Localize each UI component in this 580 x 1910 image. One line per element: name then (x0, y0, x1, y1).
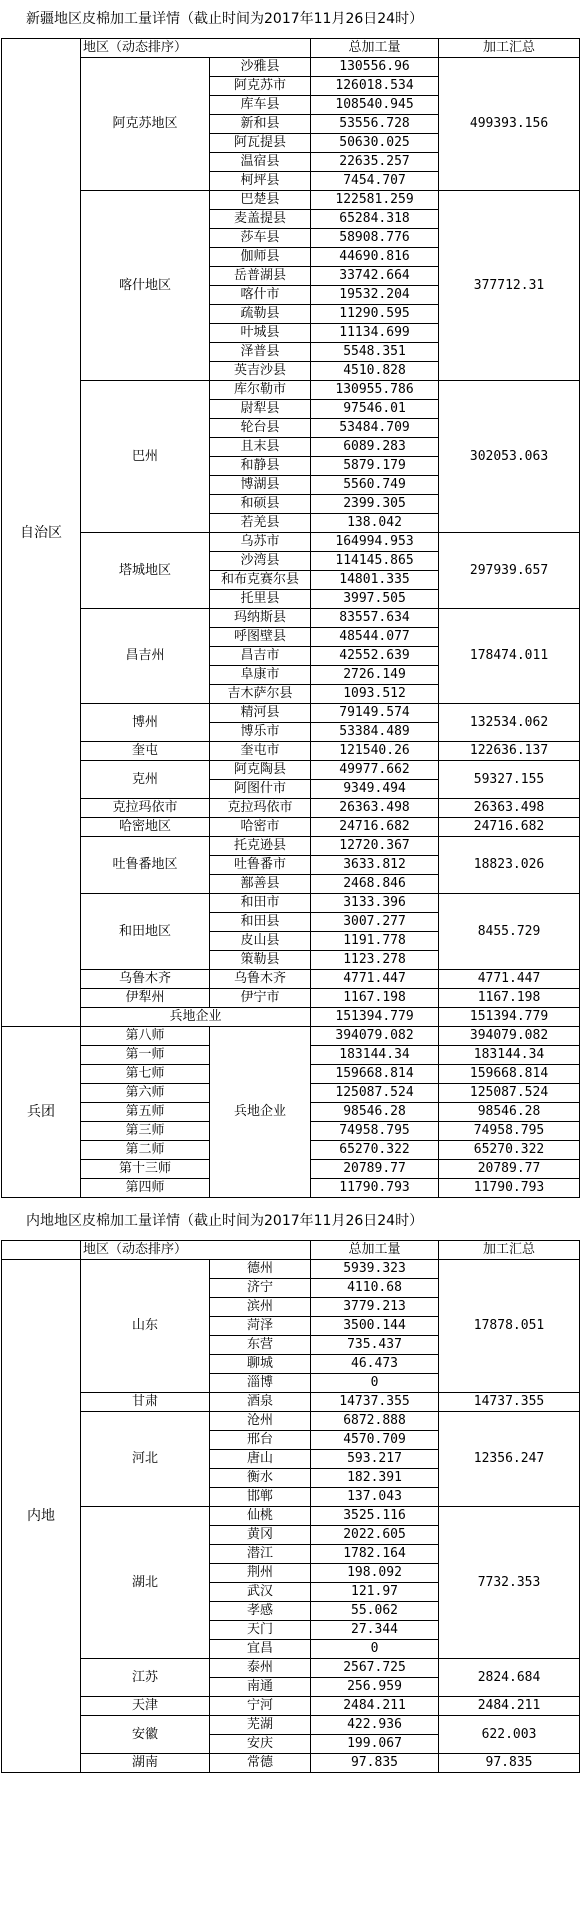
region-name: 吐鲁番地区 (81, 837, 210, 894)
county-name: 东营 (210, 1336, 311, 1355)
table-row (2, 761, 580, 780)
region-sum: 1167.198 (439, 989, 580, 1008)
county-name: 伽师县 (210, 248, 311, 267)
group-label: 自治区 (2, 39, 81, 1027)
total-value: 3133.396 (311, 894, 439, 913)
region-name: 巴州 (81, 381, 210, 533)
county-name: 尉犁县 (210, 400, 311, 419)
region-name: 湖南 (81, 1754, 210, 1773)
table-row (2, 1659, 580, 1678)
county-name: 仙桃 (210, 1507, 311, 1526)
table-row (2, 799, 580, 818)
county-name: 沙雅县 (210, 58, 311, 77)
division-name: 第八师 (81, 1027, 210, 1046)
table-row (2, 1008, 580, 1027)
division-name: 第五师 (81, 1103, 210, 1122)
county-name: 和田县 (210, 913, 311, 932)
header-corner (2, 1241, 81, 1260)
county-name: 和布克赛尔县 (210, 571, 311, 590)
total-value: 108540.945 (311, 96, 439, 115)
table-row (2, 1754, 580, 1773)
total-value: 2567.725 (311, 1659, 439, 1678)
header-row (2, 39, 580, 58)
total-value: 24716.682 (311, 818, 439, 837)
county-name: 宜昌 (210, 1640, 311, 1659)
total-value: 121.97 (311, 1583, 439, 1602)
region-sum: 297939.657 (439, 533, 580, 609)
region-sum: 4771.447 (439, 970, 580, 989)
county-name: 若羌县 (210, 514, 311, 533)
total-value: 5879.179 (311, 457, 439, 476)
total-value: 11290.595 (311, 305, 439, 324)
total-value: 3500.144 (311, 1317, 439, 1336)
division-name: 第十三师 (81, 1160, 210, 1179)
county-name: 英吉沙县 (210, 362, 311, 381)
region-sum: 622.003 (439, 1716, 580, 1754)
region-name: 昌吉州 (81, 609, 210, 704)
county-name: 鄯善县 (210, 875, 311, 894)
division-name: 第一师 (81, 1046, 210, 1065)
region-sum: 7732.353 (439, 1507, 580, 1659)
county-name: 新和县 (210, 115, 311, 134)
county-name: 乌鲁木齐 (210, 970, 311, 989)
total-value: 122581.259 (311, 191, 439, 210)
total-value: 4510.828 (311, 362, 439, 381)
region-sum: 24716.682 (439, 818, 580, 837)
county-name: 和田市 (210, 894, 311, 913)
region-name: 博州 (81, 704, 210, 742)
county-name: 博湖县 (210, 476, 311, 495)
county-name: 滨州 (210, 1298, 311, 1317)
county-name: 博乐市 (210, 723, 311, 742)
region-name: 河北 (81, 1412, 210, 1507)
total-value: 42552.639 (311, 647, 439, 666)
total-value: 0 (311, 1640, 439, 1659)
county-name: 克拉玛依市 (210, 799, 311, 818)
table-row (2, 1697, 580, 1716)
region-name: 伊犁州 (81, 989, 210, 1008)
total-value: 49977.662 (311, 761, 439, 780)
region-sum: 11790.793 (439, 1179, 580, 1198)
total-value: 3997.505 (311, 590, 439, 609)
total-value: 3525.116 (311, 1507, 439, 1526)
table-row (2, 1412, 580, 1431)
county-name: 轮台县 (210, 419, 311, 438)
header-row (2, 1241, 580, 1260)
total-value: 98546.28 (311, 1103, 439, 1122)
total-value: 256.959 (311, 1678, 439, 1697)
region-sum: 26363.498 (439, 799, 580, 818)
region-sum: 178474.011 (439, 609, 580, 704)
total-value: 11134.699 (311, 324, 439, 343)
total-value: 1093.512 (311, 685, 439, 704)
region-sum: 2484.211 (439, 1697, 580, 1716)
total-value: 20789.77 (311, 1160, 439, 1179)
county-name: 南通 (210, 1678, 311, 1697)
total-value: 126018.534 (311, 77, 439, 96)
county-name: 阿图什市 (210, 780, 311, 799)
total-value: 74958.795 (311, 1122, 439, 1141)
xinjiang-table (1, 38, 580, 1198)
total-value: 83557.634 (311, 609, 439, 628)
county-name: 酒泉 (210, 1393, 311, 1412)
region-sum: 59327.155 (439, 761, 580, 799)
county-name: 托里县 (210, 590, 311, 609)
total-value: 137.043 (311, 1488, 439, 1507)
total-value: 422.936 (311, 1716, 439, 1735)
county-name: 泽普县 (210, 343, 311, 362)
total-value: 53556.728 (311, 115, 439, 134)
county-name: 阜康市 (210, 666, 311, 685)
county-name: 玛纳斯县 (210, 609, 311, 628)
county-name: 德州 (210, 1260, 311, 1279)
region-name: 甘肃 (81, 1393, 210, 1412)
county-name: 武汉 (210, 1583, 311, 1602)
total-value: 58908.776 (311, 229, 439, 248)
total-value: 164994.953 (311, 533, 439, 552)
header-sum: 加工汇总 (439, 39, 580, 58)
county-name: 安庆 (210, 1735, 311, 1754)
total-value: 44690.816 (311, 248, 439, 267)
total-value: 4110.68 (311, 1279, 439, 1298)
total-value: 130556.96 (311, 58, 439, 77)
county-name: 天门 (210, 1621, 311, 1640)
county-name: 阿瓦提县 (210, 134, 311, 153)
division-name: 第六师 (81, 1084, 210, 1103)
region-name: 天津 (81, 1697, 210, 1716)
header-sum: 加工汇总 (439, 1241, 580, 1260)
total-value: 1123.278 (311, 951, 439, 970)
total-value: 3779.213 (311, 1298, 439, 1317)
region-name: 阿克苏地区 (81, 58, 210, 191)
region-sum: 122636.137 (439, 742, 580, 761)
total-value: 19532.204 (311, 286, 439, 305)
total-value: 6089.283 (311, 438, 439, 457)
county-name: 聊城 (210, 1355, 311, 1374)
total-value: 138.042 (311, 514, 439, 533)
total-value: 4771.447 (311, 970, 439, 989)
group-label: 内地 (2, 1260, 81, 1773)
county-name: 泰州 (210, 1659, 311, 1678)
county-name: 吐鲁番市 (210, 856, 311, 875)
total-value: 6872.888 (311, 1412, 439, 1431)
region-name: 山东 (81, 1260, 210, 1393)
total-value: 14801.335 (311, 571, 439, 590)
total-value: 12720.367 (311, 837, 439, 856)
total-value: 2022.605 (311, 1526, 439, 1545)
total-value: 27.344 (311, 1621, 439, 1640)
county-name: 皮山县 (210, 932, 311, 951)
total-value: 53384.489 (311, 723, 439, 742)
county-name: 黄冈 (210, 1526, 311, 1545)
table-row (2, 1027, 580, 1046)
region-name: 安徽 (81, 1716, 210, 1754)
total-value: 53484.709 (311, 419, 439, 438)
county-name: 疏勒县 (210, 305, 311, 324)
header-area: 地区（动态排序） (81, 39, 311, 58)
region-sum: 12356.247 (439, 1412, 580, 1507)
total-value: 5548.351 (311, 343, 439, 362)
total-value: 159668.814 (311, 1065, 439, 1084)
county-name: 邯郸 (210, 1488, 311, 1507)
table-row (2, 1393, 580, 1412)
county-name: 叶城县 (210, 324, 311, 343)
total-value: 394079.082 (311, 1027, 439, 1046)
total-value: 2468.846 (311, 875, 439, 894)
total-value: 125087.524 (311, 1084, 439, 1103)
table-row (2, 894, 580, 913)
total-value: 22635.257 (311, 153, 439, 172)
total-value: 5560.749 (311, 476, 439, 495)
county-name: 策勒县 (210, 951, 311, 970)
total-value: 199.067 (311, 1735, 439, 1754)
county-name: 孝感 (210, 1602, 311, 1621)
total-value: 97546.01 (311, 400, 439, 419)
county-name: 潜江 (210, 1545, 311, 1564)
county-name: 库尔勒市 (210, 381, 311, 400)
region-name: 克拉玛依市 (81, 799, 210, 818)
county-name: 衡水 (210, 1469, 311, 1488)
bingtuan-company: 兵地企业 (210, 1027, 311, 1198)
region-sum: 2824.684 (439, 1659, 580, 1697)
county-name: 菏泽 (210, 1317, 311, 1336)
table-row (2, 533, 580, 552)
region-sum: 8455.729 (439, 894, 580, 970)
region-sum: 125087.524 (439, 1084, 580, 1103)
county-name: 荆州 (210, 1564, 311, 1583)
table-row (2, 837, 580, 856)
total-value: 114145.865 (311, 552, 439, 571)
region-sum: 98546.28 (439, 1103, 580, 1122)
region-sum: 151394.779 (439, 1008, 580, 1027)
table-row (2, 1507, 580, 1526)
region-name: 哈密地区 (81, 818, 210, 837)
total-value: 48544.077 (311, 628, 439, 647)
region-name: 克州 (81, 761, 210, 799)
region-sum: 17878.051 (439, 1260, 580, 1393)
total-value: 79149.574 (311, 704, 439, 723)
total-value: 65270.322 (311, 1141, 439, 1160)
total-value: 2484.211 (311, 1697, 439, 1716)
total-value: 5939.323 (311, 1260, 439, 1279)
total-value: 182.391 (311, 1469, 439, 1488)
header-total: 总加工量 (311, 1241, 439, 1260)
region-sum: 20789.77 (439, 1160, 580, 1179)
county-name: 邢台 (210, 1431, 311, 1450)
total-value: 11790.793 (311, 1179, 439, 1198)
region-sum: 302053.063 (439, 381, 580, 533)
table-row (2, 1260, 580, 1279)
county-name: 巴楚县 (210, 191, 311, 210)
total-value: 46.473 (311, 1355, 439, 1374)
table-row (2, 818, 580, 837)
total-value: 593.217 (311, 1450, 439, 1469)
county-name: 和硕县 (210, 495, 311, 514)
total-value: 183144.34 (311, 1046, 439, 1065)
total-value: 14737.355 (311, 1393, 439, 1412)
county-name: 阿克苏市 (210, 77, 311, 96)
county-name: 温宿县 (210, 153, 311, 172)
region-name: 兵地企业 (81, 1008, 311, 1027)
county-name: 柯坪县 (210, 172, 311, 191)
neidi-table (1, 1240, 580, 1773)
region-name: 和田地区 (81, 894, 210, 970)
county-name: 莎车县 (210, 229, 311, 248)
region-name: 乌鲁木齐 (81, 970, 210, 989)
county-name: 且末县 (210, 438, 311, 457)
total-value: 9349.494 (311, 780, 439, 799)
region-sum: 97.835 (439, 1754, 580, 1773)
county-name: 阿克陶县 (210, 761, 311, 780)
region-name: 奎屯 (81, 742, 210, 761)
region-sum: 394079.082 (439, 1027, 580, 1046)
header-area: 地区（动态排序） (81, 1241, 311, 1260)
county-name: 吉木萨尔县 (210, 685, 311, 704)
total-value: 151394.779 (311, 1008, 439, 1027)
total-value: 26363.498 (311, 799, 439, 818)
region-sum: 74958.795 (439, 1122, 580, 1141)
total-value: 55.062 (311, 1602, 439, 1621)
total-value: 1191.778 (311, 932, 439, 951)
division-name: 第七师 (81, 1065, 210, 1084)
total-value: 2399.305 (311, 495, 439, 514)
total-value: 7454.707 (311, 172, 439, 191)
county-name: 奎屯市 (210, 742, 311, 761)
total-value: 3633.812 (311, 856, 439, 875)
county-name: 乌苏市 (210, 533, 311, 552)
region-sum: 14737.355 (439, 1393, 580, 1412)
county-name: 唐山 (210, 1450, 311, 1469)
total-value: 735.437 (311, 1336, 439, 1355)
county-name: 呼图壁县 (210, 628, 311, 647)
county-name: 麦盖提县 (210, 210, 311, 229)
county-name: 岳普湖县 (210, 267, 311, 286)
group-label: 兵团 (2, 1027, 81, 1198)
division-name: 第四师 (81, 1179, 210, 1198)
table-row (2, 742, 580, 761)
xinjiang-title: 新疆地区皮棉加工量详情（截止时间为2017年11月26日24时） (26, 11, 424, 27)
county-name: 沙湾县 (210, 552, 311, 571)
region-name: 喀什地区 (81, 191, 210, 381)
region-name: 江苏 (81, 1659, 210, 1697)
total-value: 198.092 (311, 1564, 439, 1583)
total-value: 2726.149 (311, 666, 439, 685)
table-row (2, 58, 580, 77)
region-sum: 499393.156 (439, 58, 580, 191)
header-total: 总加工量 (311, 39, 439, 58)
total-value: 1167.198 (311, 989, 439, 1008)
total-value: 4570.709 (311, 1431, 439, 1450)
division-name: 第三师 (81, 1122, 210, 1141)
region-sum: 65270.322 (439, 1141, 580, 1160)
total-value: 3007.277 (311, 913, 439, 932)
county-name: 常德 (210, 1754, 311, 1773)
county-name: 哈密市 (210, 818, 311, 837)
table-row (2, 704, 580, 723)
county-name: 托克逊县 (210, 837, 311, 856)
county-name: 精河县 (210, 704, 311, 723)
county-name: 昌吉市 (210, 647, 311, 666)
county-name: 库车县 (210, 96, 311, 115)
total-value: 0 (311, 1374, 439, 1393)
region-sum: 183144.34 (439, 1046, 580, 1065)
region-sum: 377712.31 (439, 191, 580, 381)
region-name: 塔城地区 (81, 533, 210, 609)
county-name: 喀什市 (210, 286, 311, 305)
county-name: 宁河 (210, 1697, 311, 1716)
county-name: 和静县 (210, 457, 311, 476)
total-value: 121540.26 (311, 742, 439, 761)
neidi-title: 内地地区皮棉加工量详情（截止时间为2017年11月26日24时） (26, 1213, 424, 1229)
total-value: 97.835 (311, 1754, 439, 1773)
county-name: 伊宁市 (210, 989, 311, 1008)
table-row (2, 970, 580, 989)
county-name: 淄博 (210, 1374, 311, 1393)
county-name: 沧州 (210, 1412, 311, 1431)
county-name: 芜湖 (210, 1716, 311, 1735)
table-row (2, 989, 580, 1008)
table-row (2, 191, 580, 210)
total-value: 50630.025 (311, 134, 439, 153)
region-sum: 159668.814 (439, 1065, 580, 1084)
total-value: 65284.318 (311, 210, 439, 229)
region-name: 湖北 (81, 1507, 210, 1659)
total-value: 33742.664 (311, 267, 439, 286)
total-value: 1782.164 (311, 1545, 439, 1564)
county-name: 济宁 (210, 1279, 311, 1298)
table-row (2, 1716, 580, 1735)
table-row (2, 381, 580, 400)
region-sum: 18823.026 (439, 837, 580, 894)
total-value: 130955.786 (311, 381, 439, 400)
division-name: 第二师 (81, 1141, 210, 1160)
region-sum: 132534.062 (439, 704, 580, 742)
table-row (2, 609, 580, 628)
